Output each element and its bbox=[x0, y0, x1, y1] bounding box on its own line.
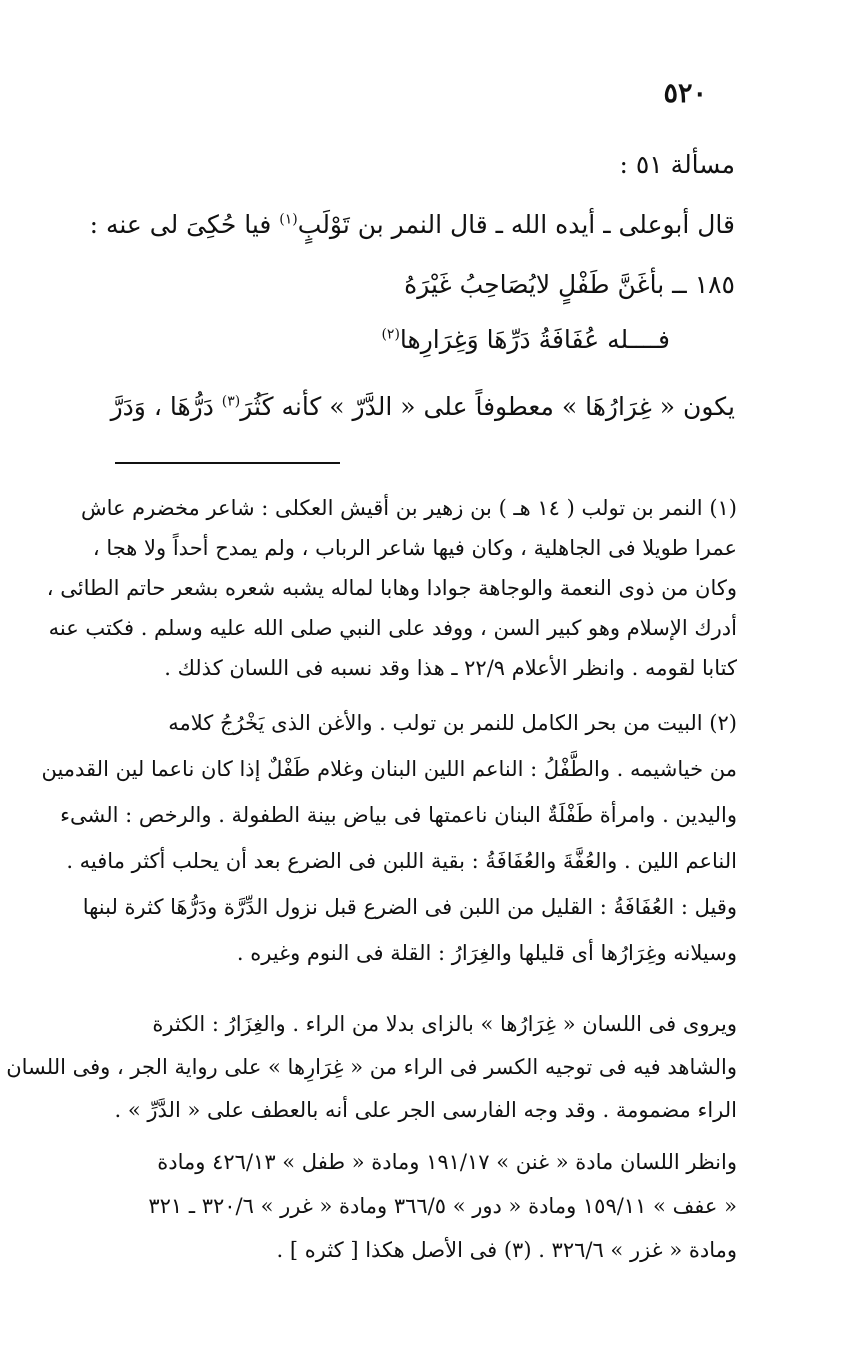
footnote-2-line: الناعم اللين . والعُفَّةَ والعُفَافَةُ : بقية اللبن فى الضرع بعد أن يحلب أكثر مافيه . bbox=[66, 849, 737, 873]
intro-text: قال أبوعلى ـ أيده الله ـ قال النمر بن تَوْلَبٍ bbox=[297, 210, 735, 239]
verse-line-2-text: فــــله عُفَافَةُ دَرِّهَا وَغِرَارِها bbox=[399, 325, 670, 354]
footnote-2-extra-line: والشاهد فيه فى توجيه الكسر فى الراء من « غِرَارِها » على رواية الجر ، وفى اللسان bbox=[6, 1055, 737, 1079]
footnote-1-line: كتابا لقومه . وانظر الأعلام ٢٢/٩ ـ هذا وقد نسبه فى اللسان كذلك . bbox=[164, 656, 737, 680]
footnote-1 bbox=[46, 488, 737, 688]
footnote-ref-2: (٢) bbox=[381, 326, 400, 343]
reference-line: « عفف » ١٥٩/١١ ومادة « دور » ٣٦٦/٥ ومادة « غرر » ٣٢٠/٦ ـ ٣٢١ bbox=[148, 1194, 737, 1218]
footnote-2-extra-line: الراء مضمومة . وقد وجه الفارسى الجر على أنه بالعطف على « الدَّرِّ » . bbox=[114, 1098, 737, 1122]
footnote-2-line: وسيلانه وغِرَارُها أى قليلها والغِرَارُ : القلة فى النوم وغيره . bbox=[236, 941, 737, 965]
page-number: ٥٢٠ bbox=[663, 78, 707, 109]
footnote-ref-1: (١) bbox=[279, 211, 298, 228]
verse-line-1: ١٨٥ ــ بأغَنَّ طَفْلٍ لايُصَاحِبُ غَيْرَهُ bbox=[404, 270, 735, 299]
reference-line: ومادة « غزر » ٣٢٦/٦ . (٣) فى الأصل هكذا [ كثره ] . bbox=[276, 1238, 737, 1262]
footnote-references bbox=[122, 1140, 737, 1272]
footnote-2-line: من خياشيمه . والطَّفْلُ : الناعم اللين البنان وغلام طَفْلٌ إذا كان ناعما لين القدمين bbox=[41, 757, 737, 781]
issue-heading: مسألة ٥١ : bbox=[619, 150, 735, 179]
footnote-2 bbox=[41, 700, 737, 976]
body-text: يكون « غِرَارُهَا » معطوفاً على « الدَّرّ » كأنه كَثُرَ bbox=[240, 392, 735, 421]
body-tail: دَرُّهَا ، وَدَرَّ bbox=[110, 392, 214, 421]
body-line bbox=[111, 392, 735, 421]
footnote-2-line: واليدين . وامرأة طَفْلَةٌ البنان ناعمتها فى بياض بينة الطفولة . والرخص : الشىء bbox=[60, 803, 737, 827]
verse-line-2 bbox=[381, 325, 670, 354]
footnote-2-line: (٢) البيت من بحر الكامل للنمر بن تولب . والأغن الذى يَخْرُجُ كلامه bbox=[168, 711, 737, 735]
footnote-2-extra-line: ويروى فى اللسان « غِرَارُها » بالزاى بدلا من الراء . والغِزَارُ : الكثرة bbox=[152, 1012, 737, 1036]
reference-line: وانظر اللسان مادة « غنن » ١٩١/١٧ ومادة « طفل » ٤٢٦/١٣ ومادة bbox=[157, 1150, 737, 1174]
footnote-ref-3: (٣) bbox=[221, 393, 241, 410]
footnote-1-line: (١) النمر بن تولب ( ١٤ هـ ) بن زهير بن أقيش العكلى : شاعر مخضرم عاش bbox=[80, 496, 737, 520]
intro-tail: فيا حُكِىَ لى عنه : bbox=[89, 210, 272, 239]
footnote-1-line: وكان من ذوى النعمة والوجاهة جوادا وهابا لماله يشبه شعره بشعر حاتم الطائى ، bbox=[46, 576, 737, 600]
intro-line bbox=[90, 210, 735, 239]
footnote-1-line: أدرك الإسلام وهو كبير السن ، ووفد على النبي صلى الله عليه وسلم . فكتب عنه bbox=[48, 616, 737, 640]
footnote-separator bbox=[115, 462, 340, 464]
footnote-2-line: وقيل : العُفَافَةُ : القليل من اللبن فى الضرع قبل نزول الدِّرَّة ودَرُّهَا كثرة لبنها bbox=[82, 895, 737, 919]
footnote-1-line: عمرا طويلا فى الجاهلية ، وكان فيها شاعر الرباب ، ولم يمدح أحداً ولا هجا ، bbox=[92, 536, 737, 560]
footnote-2-continued bbox=[6, 1003, 737, 1132]
